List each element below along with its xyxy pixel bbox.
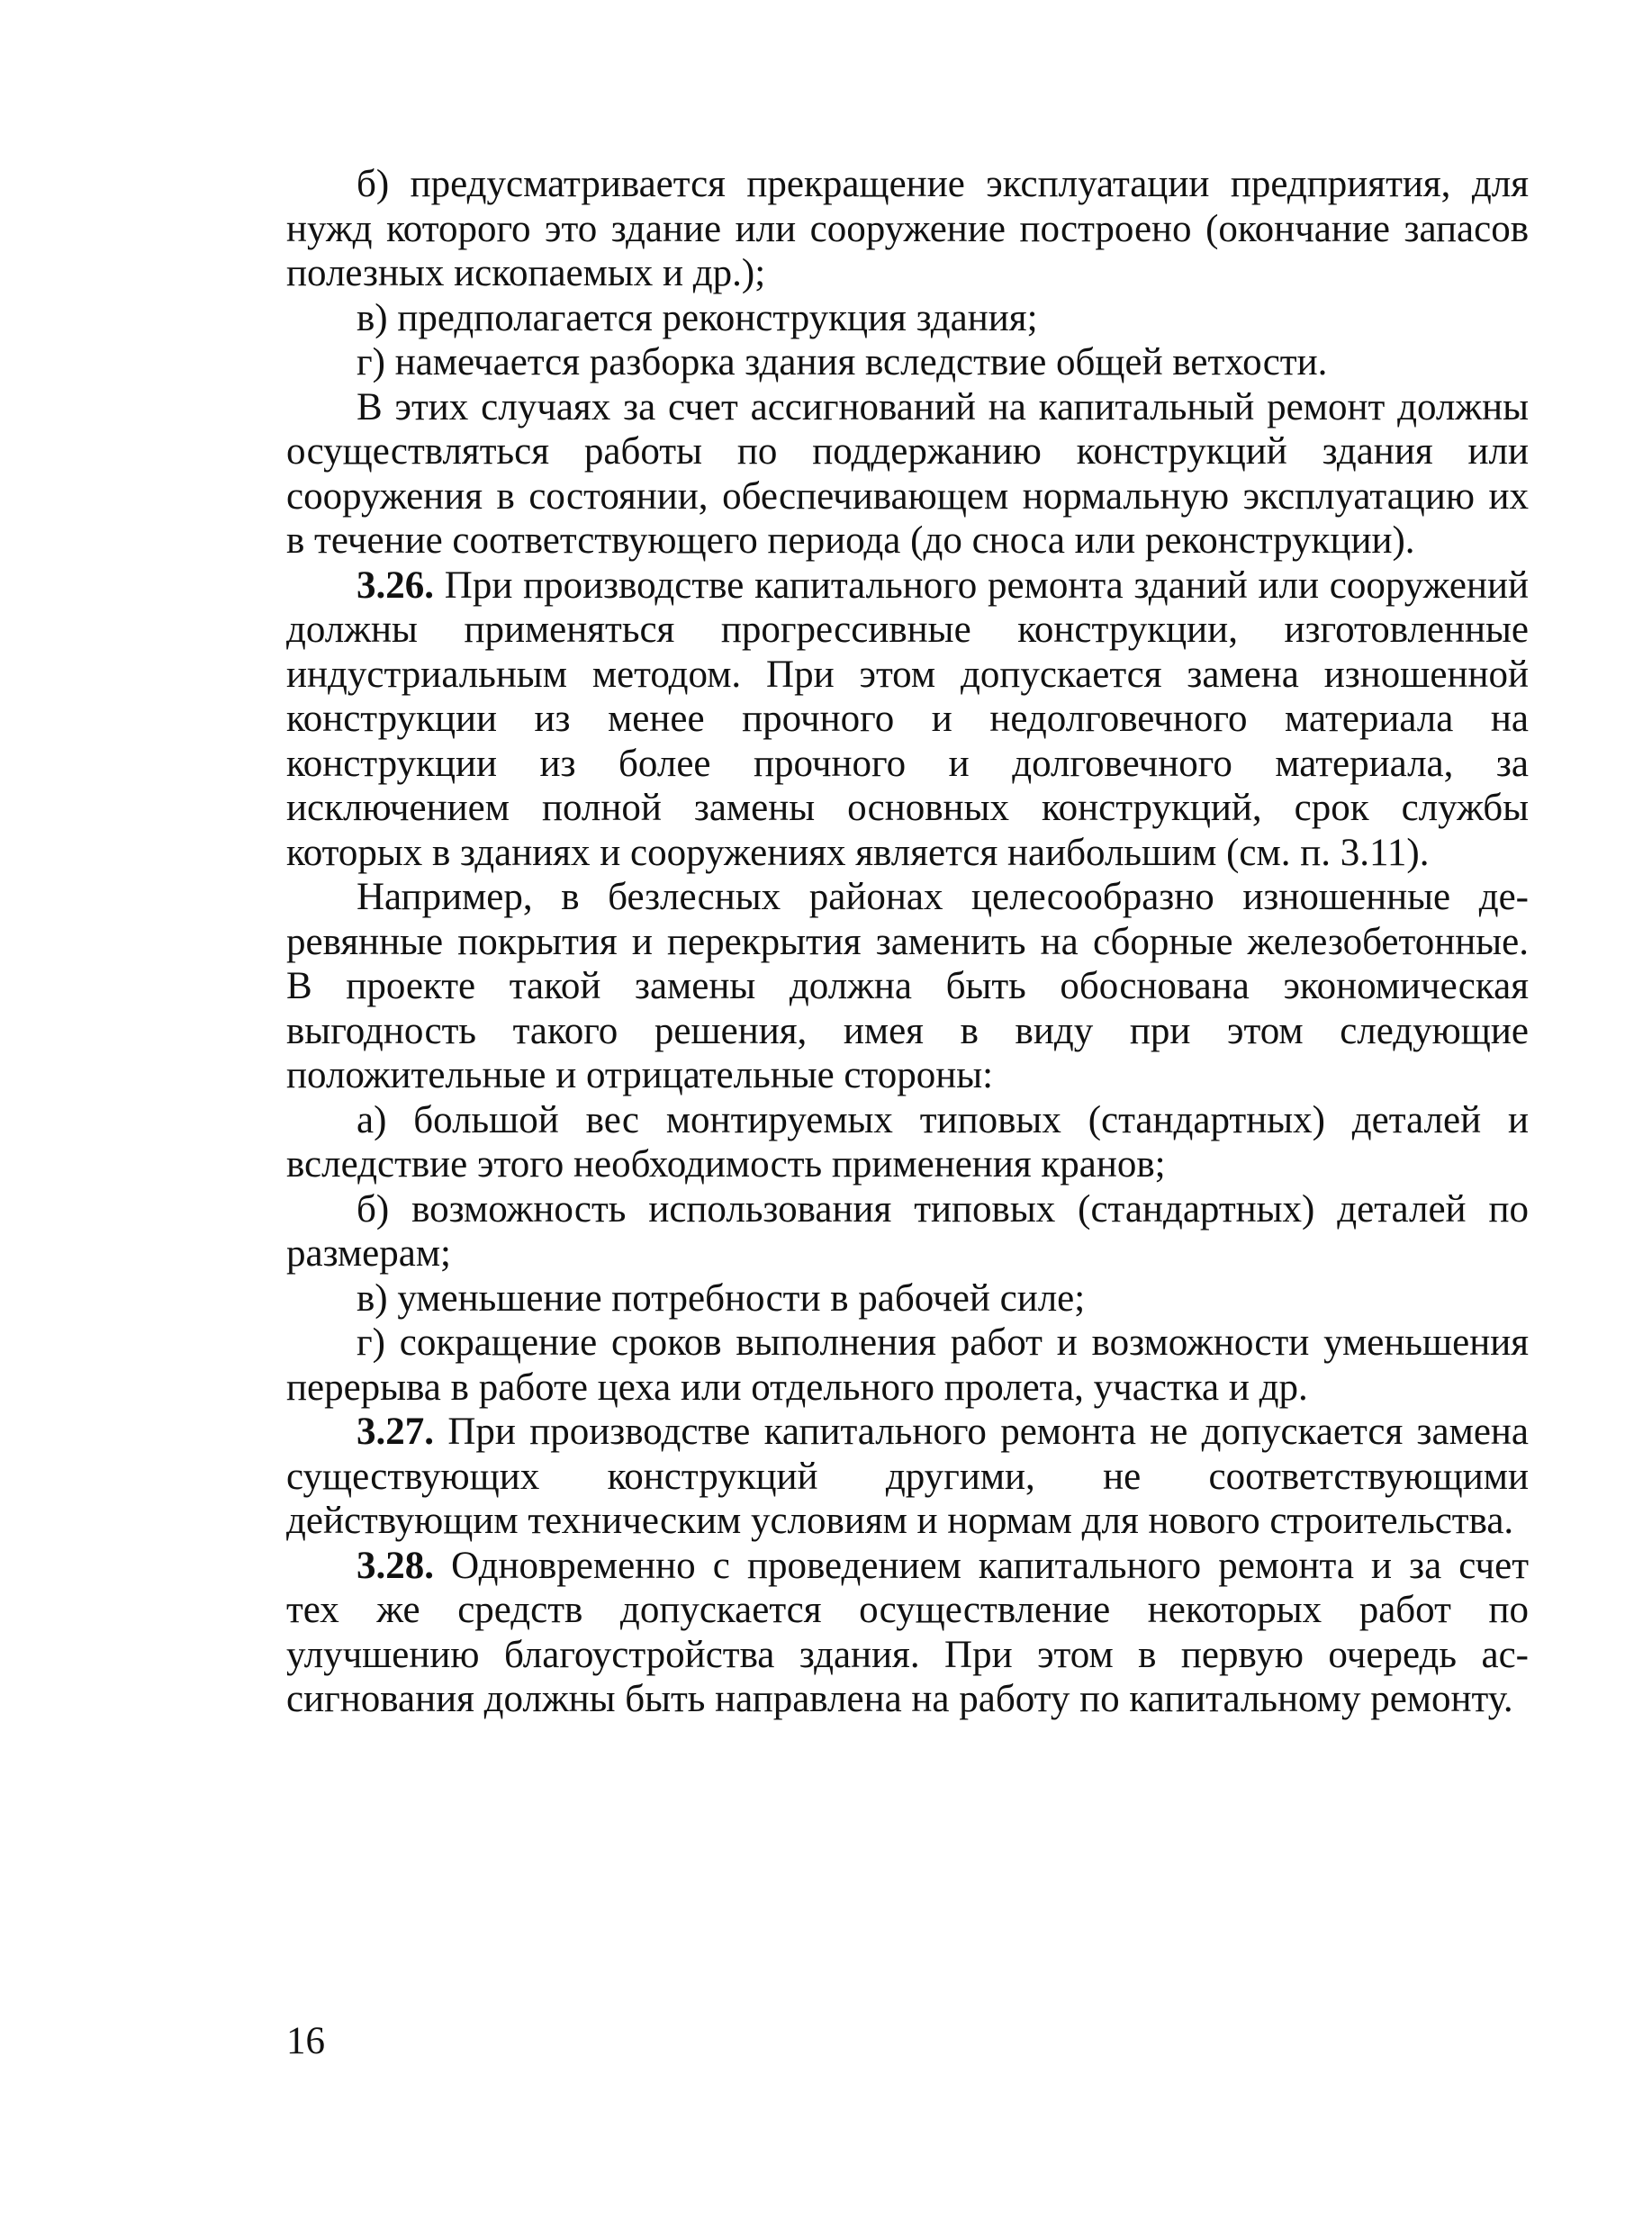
list-item-b-standard-parts: [286, 1187, 1529, 1276]
paragraph-text: б) предусматривается прекращение эксплуатации предприятия, для нужд которого это здание или сооружение построено (окончание запасов полезных ископаемых и др.);: [286, 163, 1529, 294]
paragraph-text: г) сокращение сроков выполнения работ и возможности уменьшения перерыва в работе цеха или отдельного пролета, участка и др.: [286, 1321, 1529, 1409]
paragraph-b-termination: [286, 162, 1529, 296]
paragraph-text: а) большой вес монтируемых типовых (стандартных) деталей и вследствие этого необходимость применения кранов;: [286, 1098, 1529, 1186]
section-number: 3.27.: [357, 1411, 434, 1453]
page-number: 16: [286, 2020, 325, 2062]
paragraph-text: б) возможность использования типовых (стандартных) деталей по размерам;: [286, 1187, 1529, 1275]
section-number: 3.28.: [357, 1544, 434, 1587]
paragraph-text: в) предполагается реконструкция здания;: [357, 296, 1038, 339]
paragraph-text: г) намечается разборка здания вследствие общей ветхости.: [357, 341, 1328, 383]
paragraph-text: В этих случаях за счет ассигнований на капитальный ремонт должны осуществляться работы по поддержанию конструкций здания или сооружения в состоянии, обеспечивающем нормальную эксплуатацию их в течение соответствующего периода (до сноса или реконструкции).: [286, 385, 1529, 562]
paragraph-example: [286, 875, 1529, 1098]
list-item-a-weight: [286, 1098, 1529, 1187]
list-item-g-schedule: [286, 1321, 1529, 1410]
section-3-26: [286, 564, 1529, 876]
section-3-28: [286, 1544, 1529, 1722]
list-item-v-labor: [286, 1276, 1529, 1321]
paragraph-g-demolition: [286, 340, 1529, 385]
section-number: 3.26.: [357, 564, 434, 607]
section-3-27: [286, 1410, 1529, 1544]
paragraph-these-cases: [286, 385, 1529, 564]
paragraph-v-reconstruction: [286, 296, 1529, 341]
section-text: При производстве капитального ремонта не допускается замена существующих конструкций другими, не соответствующими действующим техническим условиям и нормам для нового строительства.: [286, 1411, 1529, 1542]
paragraph-text: Например, в безлесных районах целесообразно изношенные деревянные покрытия и перекрытия заменить на сборные железобетонные. В проекте такой замены должна быть обоснована экономическая выгодность такого решения, имея в виду при этом следующие положительные и отрицательные стороны:: [286, 876, 1529, 1096]
paragraph-text: в) уменьшение потребности в рабочей силе;: [357, 1276, 1086, 1320]
section-text: Одновременно с проведением капитального ремонта и за счет тех же средств допускается осуществление некоторых работ по улучшению благоустройства здания. При этом в первую очередь ассигнования должны быть направлена на работу по капитальному ремонту.: [286, 1544, 1529, 1720]
document-text: [286, 162, 1529, 1722]
section-text: При производстве капитального ремонта зданий или сооружений должны применяться прогрессивные конструкции, изготовленные индустриальным методом. При этом допускается замена изношенной конструкции из менее прочного и недолговечного материала на конструкции из более прочного и долговечного материала, за исключением полной замены основных конструкций, срок службы которых в зданиях и сооружениях является наибольшим (см. п. 3.11).: [286, 564, 1530, 874]
